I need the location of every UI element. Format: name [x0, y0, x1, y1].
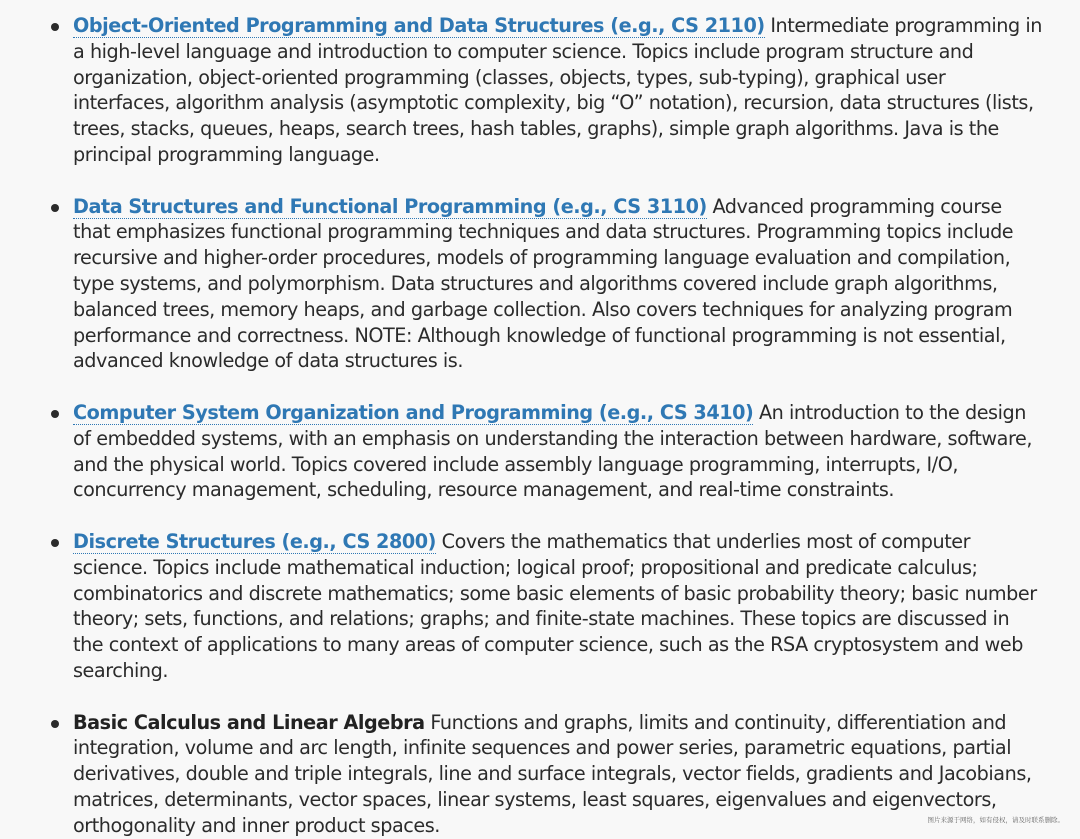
bullet-icon: [51, 23, 59, 31]
course-description: Advanced programming course that emphasizes functional programming techniques and data structures. Programming topics include recursive and higher-order procedures, models of programming language evaluation and compilation, type systems, and polymorphism. Data structures and algorithms covered include graph algorithms, balanced trees, memory heaps, and garbage collection. Also covers techniques for analyzing program performance and correctness. NOTE: Although knowledge of functional programming is not essential, advanced knowledge of data structures is.: [73, 194, 1014, 373]
course-item: [0, 710, 1080, 839]
course-item: [0, 13, 1080, 168]
course-link[interactable]: Object-Oriented Programming and Data Structures (e.g., CS 2110): [73, 14, 765, 37]
course-item: [0, 529, 1080, 684]
bullet-icon: [51, 720, 59, 728]
course-title: Basic Calculus and Linear Algebra: [73, 710, 425, 734]
course-item: [0, 400, 1080, 503]
course-description: Covers the mathematics that underlies most of computer science. Topics include mathematical induction; logical proof; propositional and predicate calculus; combinatorics and discrete mathematics; some basic elements of basic probability theory; basic number theory; sets, functions, and relations; graphs; and finite-state machines. These topics are discussed in the context of applications to many areas of computer science, such as the RSA cryptosystem and web searching.: [73, 529, 1037, 682]
course-link[interactable]: Data Structures and Functional Programming (e.g., CS 3110): [73, 194, 707, 218]
course-item: [0, 194, 1080, 375]
bullet-icon: [51, 204, 59, 212]
bullet-icon: [51, 410, 59, 418]
course-description: An introduction to the design of embedded systems, with an emphasis on understanding the interaction between hardware, software, and the physical world. Topics covered include assembly language programming, interrupts, I/O, concurrency management, scheduling, resource management, and real-time constraints.: [73, 400, 1032, 502]
watermark-text: 图片来源于网络，如有侵权，请及时联系删除。: [927, 816, 1064, 824]
course-link[interactable]: Discrete Structures (e.g., CS 2800): [73, 529, 436, 553]
course-link[interactable]: Computer System Organization and Programming (e.g., CS 3410): [73, 400, 754, 424]
course-description: Intermediate programming in a high-level language and introduction to computer science. Topics include program structure and organization, object-oriented programming (classes, objects, types, sub-typing), graphical user interfaces, algorithm analysis (asymptotic complexity, big “O” notation), recursion, data structures (lists, trees, stacks, queues, heaps, search trees, hash tables, graphs), simple graph algorithms. Java is the principal programming language.: [73, 14, 1042, 166]
bullet-icon: [51, 539, 59, 547]
course-description: Functions and graphs, limits and continuity, differentiation and integration, volume and arc length, infinite sequences and power series, parametric equations, partial derivatives, double and triple integrals, line and surface integrals, vector fields, gradients and Jacobians, matrices, determinants, vector spaces, linear systems, least squares, eigenvalues and eigenvectors, orthogonality and inner product spaces.: [73, 710, 1032, 837]
